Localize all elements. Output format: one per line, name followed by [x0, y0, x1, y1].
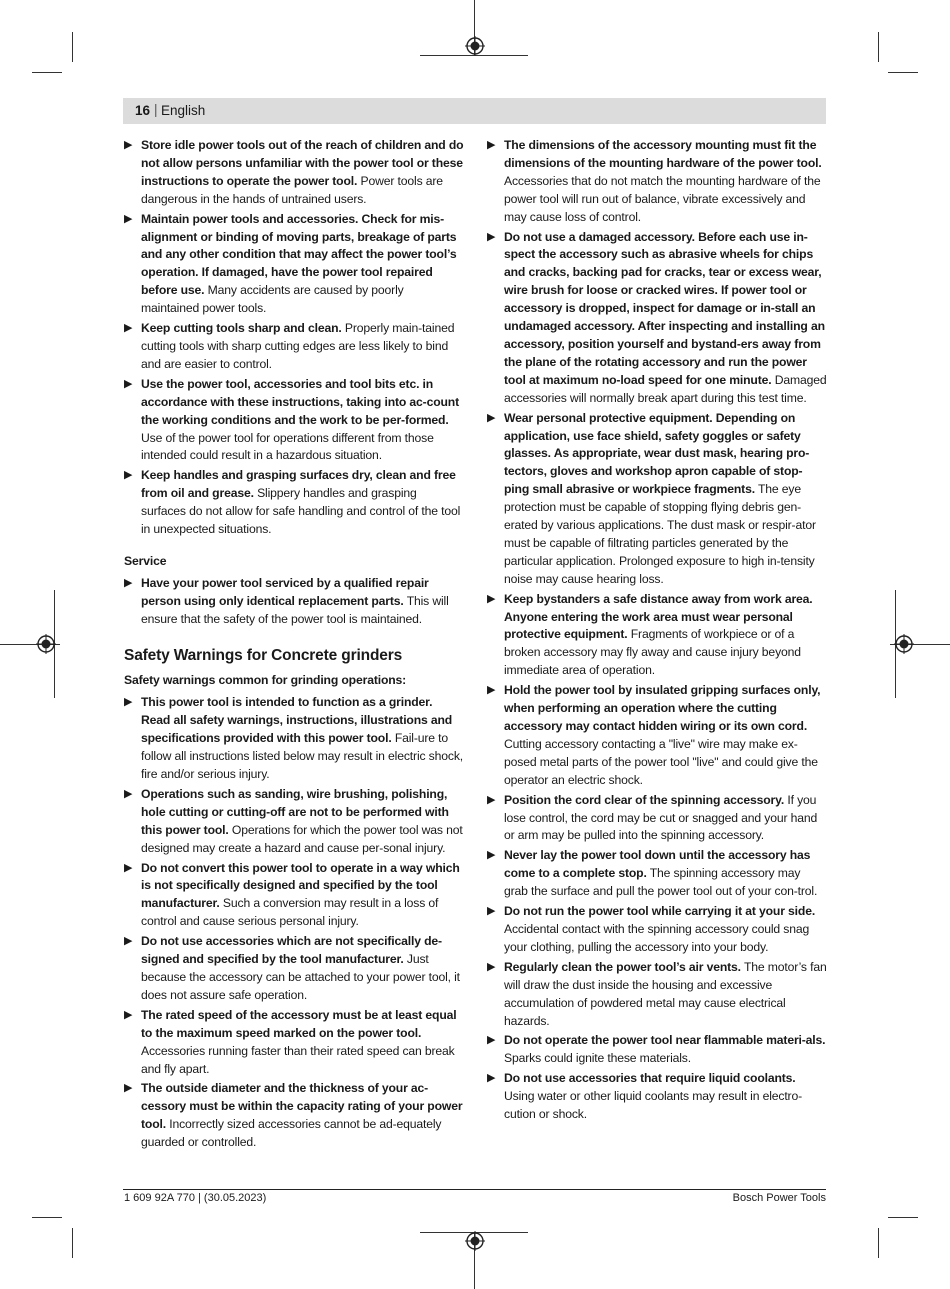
warning-explanation-text: Power tools are dangerous in the hands of untrained users. — [141, 173, 443, 206]
warning-bold-text: Keep cutting tools sharp and clean. — [141, 321, 342, 336]
warning-bold-text: This power tool is intended to function as a grinder. Read all safety warnings, instructions, illustrations and specifications provided with this power tool. — [141, 695, 453, 746]
crop-mark — [888, 1217, 918, 1218]
bullet-arrow-icon: ▶ — [124, 469, 133, 482]
warning-explanation-text: This will ensure that the safety of the power tool is maintained. — [141, 593, 449, 626]
bullet-arrow-icon: ▶ — [487, 960, 496, 973]
bullet-arrow-icon: ▶ — [124, 1008, 133, 1021]
service-heading: Service — [124, 553, 167, 568]
warning-bold-text: Never lay the power tool down until the accessory has come to a complete stop. — [504, 848, 811, 881]
warning-bold-text: Operations such as sanding, wire brushing, polishing, hole cutting or cutting-off are not to be performed with this power tool. — [141, 786, 449, 837]
warning-explanation-text: If you lose control, the cord may be cut or snagged and your hand or arm may be pulled into the spinning accessory. — [504, 792, 818, 843]
warning-bold-text: Do not use a damaged accessory. Before each use in-spect the accessory such as abrasive wheels for chips and cracks, backing pad for cracks, tear or excess wear, wire brush for loose or cracked wires. If power tool or accessory is dropped, inspect for damage or in-stall an undamaged accessory. After inspecting and installing an accessory, position yourself and bystand-ers away from the plane of the rotating accessory and run the power tool at maximum no-load speed for one minute. — [504, 229, 825, 387]
bullet-arrow-icon: ▶ — [124, 696, 133, 709]
warning-bold-text: The rated speed of the accessory must be at least equal to the maximum speed marked on the power tool. — [141, 1007, 457, 1040]
crop-mark — [878, 1228, 879, 1258]
bullet-arrow-icon: ▶ — [487, 905, 496, 918]
warning-explanation-text: The spinning accessory may grab the surface and pull the power tool out of your con-trol. — [504, 866, 818, 899]
bullet-arrow-icon: ▶ — [124, 322, 133, 335]
section-heading: Safety Warnings for Concrete grinders — [124, 646, 403, 664]
warning-item — [124, 860, 464, 932]
bullet-arrow-icon: ▶ — [487, 793, 496, 806]
bullet-arrow-icon: ▶ — [124, 935, 133, 948]
warning-item — [487, 229, 827, 408]
warning-item — [487, 1032, 827, 1068]
warning-item — [124, 694, 464, 784]
warning-item — [124, 137, 464, 209]
warning-bold-text: The dimensions of the accessory mounting must fit the dimensions of the mounting hardware of the power tool. — [504, 138, 822, 170]
bullet-arrow-icon: ▶ — [487, 230, 496, 243]
warning-bold-text: Do not convert this power tool to operate in a way which is not specifically designed and specified by the tool manufacturer. — [141, 860, 460, 911]
warning-bold-text: Keep bystanders a safe distance away from work area. Anyone entering the work area must wear personal protective equipment. — [504, 591, 813, 642]
warning-explanation-text: Operations for which the power tool was not designed may create a hazard and cause per-sonal injury. — [141, 822, 463, 855]
crop-mark — [888, 72, 918, 73]
crop-mark — [72, 32, 73, 62]
registration-mark-icon — [465, 1231, 485, 1251]
warning-item — [124, 320, 464, 374]
warning-explanation-text: Accessories that do not match the mounting hardware of the power tool will run out of balance, vibrate excessively and may cause loss of control. — [504, 173, 821, 224]
warning-item — [124, 1080, 464, 1152]
bullet-arrow-icon: ▶ — [124, 861, 133, 874]
footer-doc-number: 1 609 92A 770 | (30.05.2023) — [124, 1192, 267, 1204]
bullet-arrow-icon: ▶ — [487, 1072, 496, 1085]
warning-bold-text: Use the power tool, accessories and tool bits etc. in accordance with these instructions, taking into ac-count the working conditions and the work to be per-formed. — [141, 376, 460, 427]
warning-explanation-text: Sparks could ignite these materials. — [504, 1051, 691, 1066]
warning-item — [487, 1070, 827, 1124]
registration-mark-icon — [894, 634, 914, 654]
crop-mark — [878, 32, 879, 62]
warning-item — [487, 792, 827, 846]
warning-bold-text: Do not use accessories which are not specifically de-signed and specified by the tool manufacturer. — [141, 934, 442, 967]
warning-bold-text: Keep handles and grasping surfaces dry, clean and free from oil and grease. — [141, 468, 456, 501]
items-b — [124, 694, 464, 1152]
page-number: 16 — [135, 103, 151, 118]
warning-bold-text: Do not use accessories that require liquid coolants. — [504, 1071, 796, 1086]
crop-mark — [32, 72, 62, 73]
warning-item — [487, 682, 827, 789]
warning-explanation-text: Slippery handles and grasping surfaces do not allow for safe handling and control of the tool in unexpected situations. — [141, 486, 461, 537]
warning-item — [124, 786, 464, 858]
bullet-arrow-icon: ▶ — [487, 411, 496, 424]
bullet-arrow-icon: ▶ — [124, 576, 133, 589]
warning-item — [124, 933, 464, 1005]
items-right — [487, 137, 827, 1124]
bullet-arrow-icon: ▶ — [487, 592, 496, 605]
subheading: Safety warnings common for grinding operations: — [124, 673, 407, 688]
warning-explanation-text: Accidental contact with the spinning accessory could snag your clothing, pulling the accessory into your body. — [504, 921, 810, 954]
warning-explanation-text: Many accidents are caused by poorly maintained power tools. — [141, 283, 404, 316]
warning-bold-text: Have your power tool serviced by a qualified repair person using only identical replacement parts. — [141, 575, 429, 608]
crop-mark — [32, 1217, 62, 1218]
warning-explanation-text: Damaged accessories will normally break apart during this test time. — [504, 372, 827, 405]
warning-explanation-text: Using water or other liquid coolants may result in electro-cution or shock. — [504, 1089, 803, 1122]
bullet-arrow-icon: ▶ — [124, 212, 133, 225]
left-column — [124, 137, 464, 1154]
warning-item — [124, 1007, 464, 1079]
warning-explanation-text: The eye protection must be capable of stopping flying debris gen-erated by various applications. The dust mask or respir-ator must be capable of filtrating particles generated by the particular application. Prolonged exposure to high in-tensity noise may cause hearing loss. — [504, 482, 816, 586]
warning-explanation-text: Use of the power tool for operations different from those intended could result in a hazardous situation. — [141, 430, 434, 463]
warning-bold-text: Position the cord clear of the spinning accessory. — [504, 792, 785, 807]
warning-explanation-text: Properly main-tained cutting tools with sharp cutting edges are less likely to bind and are easier to control. — [141, 321, 455, 371]
warning-explanation-text: Such a conversion may result in a loss of control and cause serious personal injury. — [141, 896, 439, 929]
items-service — [124, 575, 464, 629]
warning-explanation-text: Accessories running faster than their rated speed can break and fly apart. — [141, 1043, 455, 1076]
bullet-arrow-icon: ▶ — [487, 849, 496, 862]
bullet-arrow-icon: ▶ — [487, 684, 496, 697]
warning-explanation-text: Fail-ure to follow all instructions listed below may result in electric shock, fire and/or serious injury. — [141, 731, 464, 781]
warning-item — [124, 467, 464, 539]
footer-brand: Bosch Power Tools — [732, 1192, 826, 1204]
warning-explanation-text: Incorrectly sized accessories cannot be ad-equately guarded or controlled. — [141, 1117, 442, 1150]
header-language: English — [161, 103, 206, 118]
warning-bold-text: Maintain power tools and accessories. Check for mis-alignment or binding of moving parts, breakage of parts and any other condition that may affect the power tool’s operation. If damaged, have the power tool repaired before use. — [141, 211, 457, 298]
warning-item — [124, 211, 464, 318]
warning-item — [124, 575, 464, 629]
header-separator: | — [154, 102, 158, 117]
bullet-arrow-icon: ▶ — [124, 139, 133, 151]
bullet-arrow-icon: ▶ — [124, 1082, 133, 1095]
warning-explanation-text: Fragments of workpiece or of a broken accessory may fly away and cause injury beyond immediate area of operation. — [504, 627, 801, 678]
footer-rule — [123, 1189, 826, 1190]
bullet-arrow-icon: ▶ — [487, 1034, 496, 1047]
crop-mark — [72, 1228, 73, 1258]
warning-item — [124, 376, 464, 466]
warning-bold-text: Do not operate the power tool near flammable materi-als. — [504, 1033, 826, 1048]
warning-item — [487, 903, 827, 957]
warning-item — [487, 137, 827, 227]
warning-explanation-text: Cutting accessory contacting a "live" wire may make ex-posed metal parts of the power tool "live" and could give the operator an electric shock. — [504, 736, 818, 787]
right-column — [487, 137, 827, 1126]
bullet-arrow-icon: ▶ — [124, 377, 133, 390]
warning-item — [487, 591, 827, 681]
warning-explanation-text: Just because the accessory can be attached to your power tool, it does not assure safe operation. — [141, 952, 460, 1002]
warning-item — [487, 847, 827, 901]
registration-mark-icon — [465, 36, 485, 56]
bullet-arrow-icon: ▶ — [124, 787, 133, 800]
warning-bold-text: Store idle power tools out of the reach of children and do not allow persons unfamiliar with the power tool or these instructions to operate the power tool. — [141, 138, 464, 188]
page-header — [123, 98, 826, 124]
warning-bold-text: Hold the power tool by insulated gripping surfaces only, when performing an operation where the cutting accessory may contact hidden wiring or its own cord. — [504, 683, 821, 733]
warning-bold-text: Do not run the power tool while carrying it at your side. — [504, 904, 816, 919]
warning-bold-text: Wear personal protective equipment. Depending on application, use face shield, safety goggles or safety glasses. As appropriate, wear dust mask, hearing pro-tectors, gloves and workshop apron capable of stop-ping small abrasive or workpiece fragments. — [504, 410, 810, 497]
items-a — [124, 137, 464, 539]
warning-explanation-text: The motor’s fan will draw the dust inside the housing and excessive accumulation of powdered metal may cause electrical hazards. — [504, 959, 827, 1028]
registration-mark-icon — [36, 634, 56, 654]
warning-item — [487, 410, 827, 589]
warning-bold-text: Regularly clean the power tool’s air vents. — [504, 959, 741, 974]
bullet-arrow-icon: ▶ — [487, 139, 496, 151]
warning-item — [487, 959, 827, 1031]
warning-bold-text: The outside diameter and the thickness of your ac-cessory must be within the capacity rating of your power tool. — [141, 1081, 463, 1132]
